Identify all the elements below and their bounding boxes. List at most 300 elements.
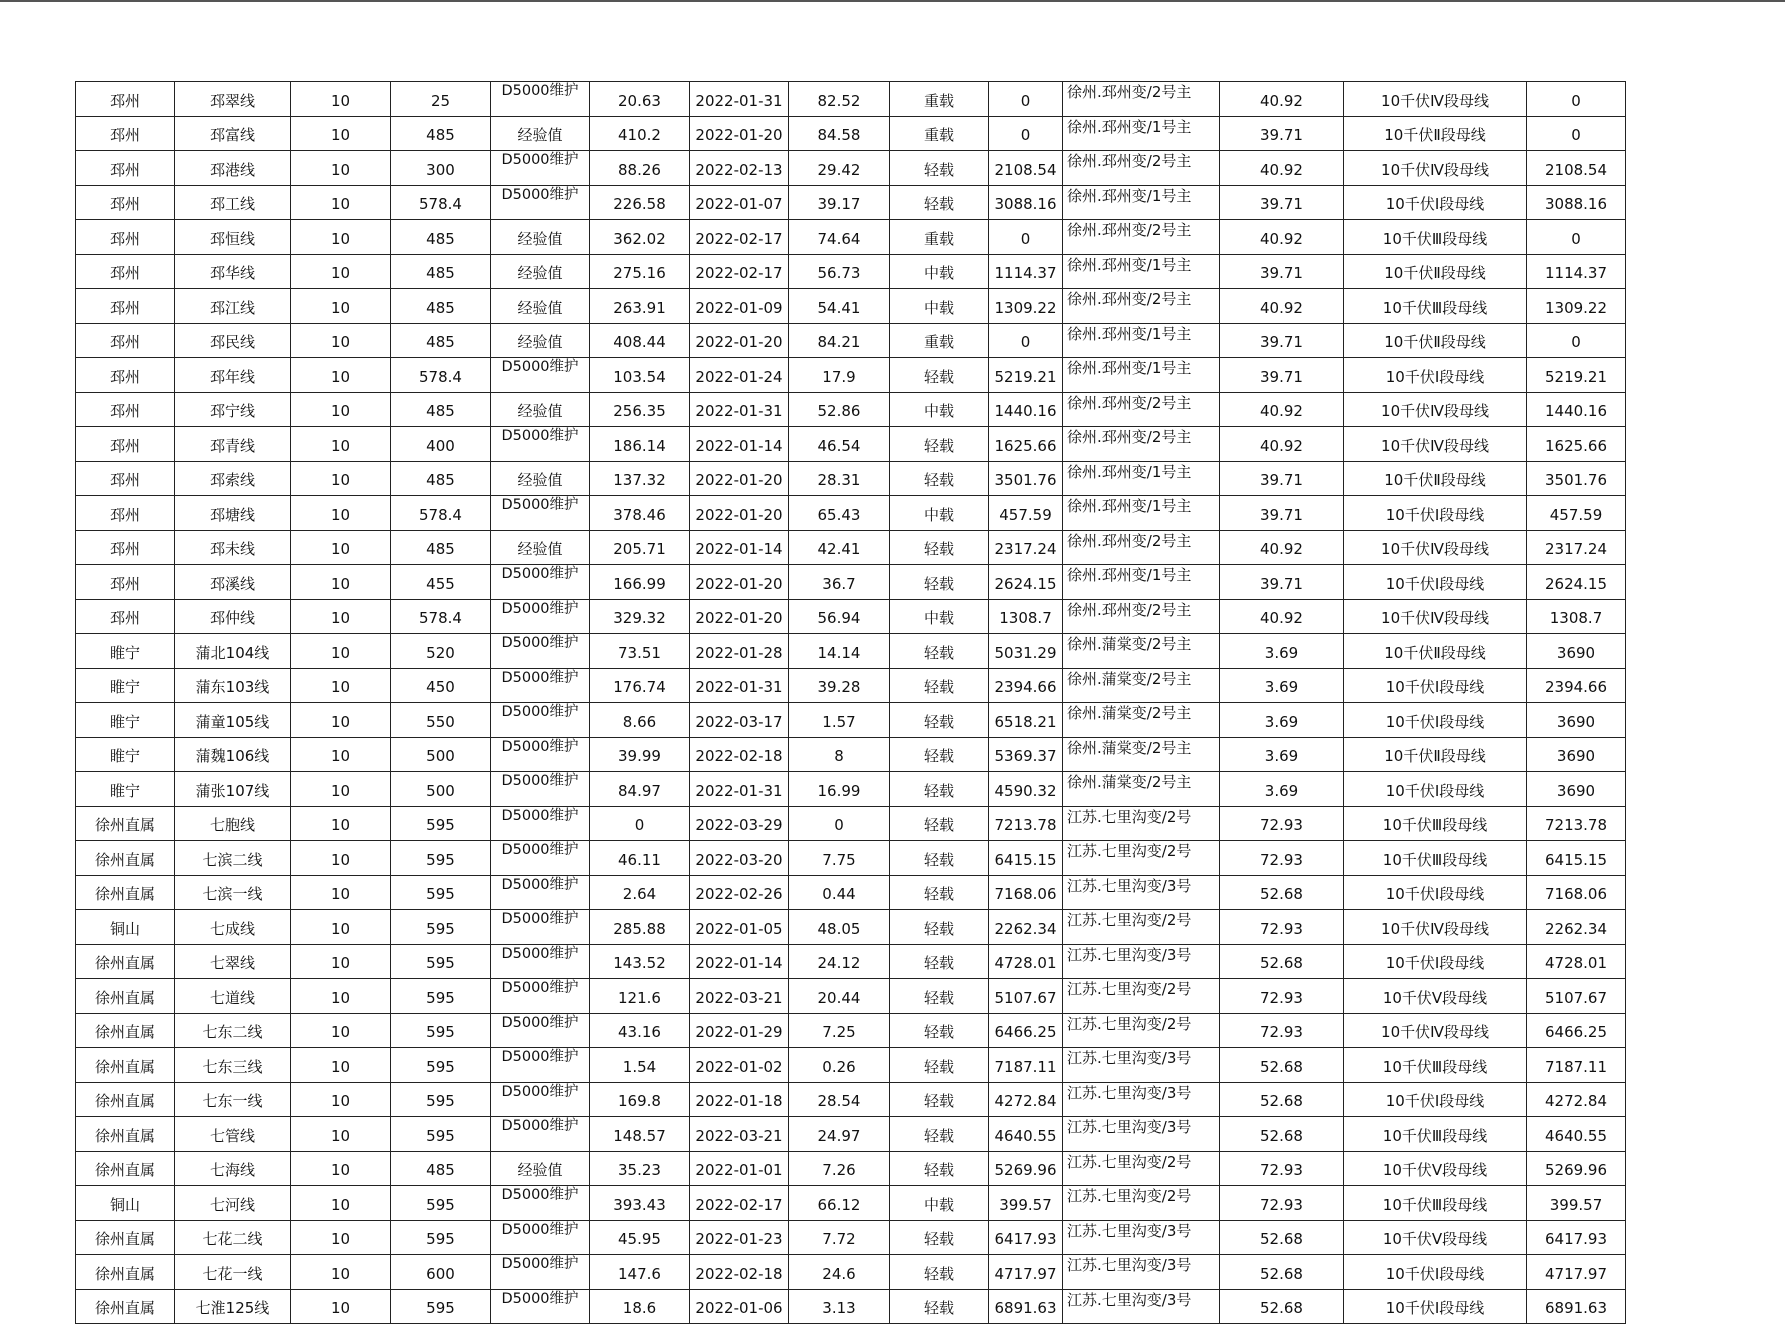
cell-transformer: 徐州.邳州变/2号主: [1063, 599, 1220, 634]
table-row: [76, 1013, 1626, 1048]
cell-load-status: 中载: [890, 254, 989, 289]
cell-voltage: 10: [291, 772, 391, 807]
cell-available-capacity: 2317.24: [989, 530, 1063, 565]
cell-capacity-source: D5000维护: [491, 599, 590, 634]
cell-rated-capacity: 485: [391, 530, 491, 565]
cell-load-rate: 82.52: [789, 82, 890, 117]
cell-remaining-capacity: 7168.06: [1527, 875, 1626, 910]
cell-load-status: 轻载: [890, 668, 989, 703]
cell-date: 2022-02-13: [690, 151, 789, 186]
cell-load-rate: 14.14: [789, 634, 890, 669]
cell-voltage: 10: [291, 1255, 391, 1290]
cell-date: 2022-01-31: [690, 668, 789, 703]
cell-rated-capacity: 485: [391, 254, 491, 289]
cell-bus-section: 10千伏Ⅴ段母线: [1344, 1151, 1527, 1186]
cell-transformer: 徐州.邳州变/1号主: [1063, 461, 1220, 496]
cell-transformer-rate: 40.92: [1220, 151, 1344, 186]
table-body: [76, 82, 1626, 1324]
cell-bus-section: 10千伏Ⅳ段母线: [1344, 1013, 1527, 1048]
cell-capacity-source: D5000维护: [491, 427, 590, 462]
cell-load: 18.6: [590, 1289, 690, 1324]
cell-load: 88.26: [590, 151, 690, 186]
cell-date: 2022-01-14: [690, 944, 789, 979]
cell-load-rate: 7.72: [789, 1220, 890, 1255]
cell-transformer: 江苏.七里沟变/3号: [1063, 1289, 1220, 1324]
cell-load-rate: 52.86: [789, 392, 890, 427]
cell-line-name: 邳恒线: [175, 220, 291, 255]
cell-date: 2022-02-26: [690, 875, 789, 910]
cell-remaining-capacity: 6891.63: [1527, 1289, 1626, 1324]
cell-load-status: 中载: [890, 289, 989, 324]
cell-region: 邳州: [76, 392, 175, 427]
cell-voltage: 10: [291, 1013, 391, 1048]
cell-region: 睢宁: [76, 703, 175, 738]
cell-load-rate: 56.94: [789, 599, 890, 634]
cell-bus-section: 10千伏Ⅰ段母线: [1344, 565, 1527, 600]
cell-bus-section: 10千伏Ⅰ段母线: [1344, 668, 1527, 703]
cell-transformer: 徐州.邳州变/1号主: [1063, 116, 1220, 151]
cell-remaining-capacity: 6417.93: [1527, 1220, 1626, 1255]
cell-transformer: 江苏.七里沟变/2号: [1063, 979, 1220, 1014]
cell-transformer-rate: 3.69: [1220, 703, 1344, 738]
cell-load: 8.66: [590, 703, 690, 738]
cell-bus-section: 10千伏Ⅱ段母线: [1344, 461, 1527, 496]
cell-bus-section: 10千伏Ⅲ段母线: [1344, 1048, 1527, 1083]
cell-available-capacity: 457.59: [989, 496, 1063, 531]
table-row: [76, 875, 1626, 910]
cell-region: 邳州: [76, 185, 175, 220]
cell-bus-section: 10千伏Ⅰ段母线: [1344, 944, 1527, 979]
cell-line-name: 七淮125线: [175, 1289, 291, 1324]
cell-load-rate: 24.12: [789, 944, 890, 979]
cell-transformer: 徐州.邳州变/1号主: [1063, 565, 1220, 600]
table-row: [76, 427, 1626, 462]
cell-region: 睢宁: [76, 668, 175, 703]
cell-load: 378.46: [590, 496, 690, 531]
cell-load: 275.16: [590, 254, 690, 289]
cell-region: 邳州: [76, 530, 175, 565]
cell-region: 睢宁: [76, 772, 175, 807]
cell-line-name: 七东一线: [175, 1082, 291, 1117]
table-row: [76, 737, 1626, 772]
cell-transformer-rate: 3.69: [1220, 737, 1344, 772]
cell-date: 2022-01-14: [690, 530, 789, 565]
cell-load: 408.44: [590, 323, 690, 358]
cell-capacity-source: D5000维护: [491, 703, 590, 738]
cell-load: 176.74: [590, 668, 690, 703]
cell-bus-section: 10千伏Ⅳ段母线: [1344, 427, 1527, 462]
cell-load-rate: 29.42: [789, 151, 890, 186]
cell-remaining-capacity: 4728.01: [1527, 944, 1626, 979]
cell-rated-capacity: 578.4: [391, 185, 491, 220]
cell-remaining-capacity: 399.57: [1527, 1186, 1626, 1221]
cell-capacity-source: D5000维护: [491, 944, 590, 979]
cell-line-name: 邳民线: [175, 323, 291, 358]
cell-region: 睢宁: [76, 737, 175, 772]
cell-transformer-rate: 3.69: [1220, 668, 1344, 703]
table-row: [76, 220, 1626, 255]
cell-date: 2022-01-31: [690, 772, 789, 807]
cell-line-name: 邳港线: [175, 151, 291, 186]
cell-available-capacity: 2624.15: [989, 565, 1063, 600]
cell-load-rate: 84.58: [789, 116, 890, 151]
table-row: [76, 565, 1626, 600]
cell-load: 263.91: [590, 289, 690, 324]
cell-remaining-capacity: 4272.84: [1527, 1082, 1626, 1117]
cell-transformer-rate: 39.71: [1220, 496, 1344, 531]
cell-line-name: 七成线: [175, 910, 291, 945]
cell-load-status: 重载: [890, 220, 989, 255]
cell-load-rate: 17.9: [789, 358, 890, 393]
cell-date: 2022-01-01: [690, 1151, 789, 1186]
table-row: [76, 254, 1626, 289]
cell-remaining-capacity: 7213.78: [1527, 806, 1626, 841]
cell-available-capacity: 5219.21: [989, 358, 1063, 393]
cell-available-capacity: 0: [989, 82, 1063, 117]
cell-remaining-capacity: 3690: [1527, 703, 1626, 738]
cell-load: 256.35: [590, 392, 690, 427]
cell-transformer: 江苏.七里沟变/3号: [1063, 944, 1220, 979]
cell-bus-section: 10千伏Ⅱ段母线: [1344, 737, 1527, 772]
cell-bus-section: 10千伏Ⅳ段母线: [1344, 82, 1527, 117]
cell-rated-capacity: 400: [391, 427, 491, 462]
cell-date: 2022-01-28: [690, 634, 789, 669]
cell-load-status: 轻载: [890, 772, 989, 807]
cell-transformer-rate: 72.93: [1220, 979, 1344, 1014]
cell-date: 2022-01-14: [690, 427, 789, 462]
cell-region: 邳州: [76, 323, 175, 358]
cell-load-status: 轻载: [890, 944, 989, 979]
cell-load: 45.95: [590, 1220, 690, 1255]
cell-available-capacity: 2262.34: [989, 910, 1063, 945]
cell-region: 徐州直属: [76, 1220, 175, 1255]
cell-rated-capacity: 500: [391, 772, 491, 807]
cell-region: 邳州: [76, 599, 175, 634]
cell-voltage: 10: [291, 1048, 391, 1083]
cell-transformer: 徐州.邳州变/1号主: [1063, 323, 1220, 358]
table-row: [76, 461, 1626, 496]
cell-region: 邳州: [76, 565, 175, 600]
table-row: [76, 323, 1626, 358]
cell-line-name: 七东二线: [175, 1013, 291, 1048]
cell-date: 2022-01-05: [690, 910, 789, 945]
cell-voltage: 10: [291, 599, 391, 634]
cell-date: 2022-01-09: [690, 289, 789, 324]
cell-transformer: 徐州.邳州变/2号主: [1063, 392, 1220, 427]
cell-transformer-rate: 52.68: [1220, 875, 1344, 910]
cell-load: 143.52: [590, 944, 690, 979]
cell-date: 2022-01-20: [690, 461, 789, 496]
cell-transformer-rate: 40.92: [1220, 289, 1344, 324]
table-row: [76, 599, 1626, 634]
cell-load-rate: 74.64: [789, 220, 890, 255]
cell-rated-capacity: 595: [391, 1220, 491, 1255]
cell-capacity-source: 经验值: [491, 1151, 590, 1186]
cell-load: 35.23: [590, 1151, 690, 1186]
cell-transformer: 徐州.蒲棠变/2号主: [1063, 703, 1220, 738]
cell-bus-section: 10千伏Ⅳ段母线: [1344, 392, 1527, 427]
table-row: [76, 1048, 1626, 1083]
cell-load: 186.14: [590, 427, 690, 462]
cell-region: 徐州直属: [76, 979, 175, 1014]
cell-region: 徐州直属: [76, 1082, 175, 1117]
cell-capacity-source: D5000维护: [491, 151, 590, 186]
cell-transformer: 徐州.邳州变/2号主: [1063, 220, 1220, 255]
cell-line-name: 邳工线: [175, 185, 291, 220]
cell-capacity-source: D5000维护: [491, 1289, 590, 1324]
cell-load: 205.71: [590, 530, 690, 565]
cell-transformer-rate: 52.68: [1220, 1289, 1344, 1324]
cell-rated-capacity: 595: [391, 841, 491, 876]
cell-load-status: 轻载: [890, 1082, 989, 1117]
cell-transformer-rate: 72.93: [1220, 1013, 1344, 1048]
cell-bus-section: 10千伏Ⅲ段母线: [1344, 806, 1527, 841]
cell-line-name: 邳未线: [175, 530, 291, 565]
cell-capacity-source: D5000维护: [491, 979, 590, 1014]
cell-voltage: 10: [291, 668, 391, 703]
cell-voltage: 10: [291, 979, 391, 1014]
cell-capacity-source: D5000维护: [491, 1048, 590, 1083]
cell-line-name: 邳宁线: [175, 392, 291, 427]
cell-transformer-rate: 40.92: [1220, 82, 1344, 117]
cell-load-rate: 48.05: [789, 910, 890, 945]
cell-load-status: 轻载: [890, 461, 989, 496]
table-row: [76, 1220, 1626, 1255]
cell-date: 2022-02-17: [690, 220, 789, 255]
cell-date: 2022-02-17: [690, 254, 789, 289]
cell-capacity-source: D5000维护: [491, 1117, 590, 1152]
cell-load-status: 轻载: [890, 1255, 989, 1290]
cell-date: 2022-03-20: [690, 841, 789, 876]
cell-transformer: 徐州.邳州变/1号主: [1063, 185, 1220, 220]
cell-rated-capacity: 595: [391, 806, 491, 841]
cell-region: 徐州直属: [76, 1151, 175, 1186]
cell-region: 邳州: [76, 116, 175, 151]
cell-load-status: 轻载: [890, 565, 989, 600]
cell-transformer-rate: 72.93: [1220, 841, 1344, 876]
cell-available-capacity: 3501.76: [989, 461, 1063, 496]
cell-capacity-source: 经验值: [491, 530, 590, 565]
cell-date: 2022-01-24: [690, 358, 789, 393]
cell-load-rate: 24.97: [789, 1117, 890, 1152]
cell-transformer-rate: 52.68: [1220, 1048, 1344, 1083]
cell-load-status: 轻载: [890, 427, 989, 462]
cell-transformer-rate: 72.93: [1220, 806, 1344, 841]
cell-capacity-source: 经验值: [491, 116, 590, 151]
cell-transformer: 江苏.七里沟变/3号: [1063, 1255, 1220, 1290]
cell-transformer: 徐州.蒲棠变/2号主: [1063, 634, 1220, 669]
cell-transformer-rate: 39.71: [1220, 565, 1344, 600]
cell-transformer-rate: 52.68: [1220, 1117, 1344, 1152]
cell-line-name: 邳青线: [175, 427, 291, 462]
cell-available-capacity: 1625.66: [989, 427, 1063, 462]
cell-line-name: 邳年线: [175, 358, 291, 393]
cell-rated-capacity: 578.4: [391, 599, 491, 634]
cell-load-status: 轻载: [890, 1048, 989, 1083]
cell-date: 2022-02-18: [690, 737, 789, 772]
cell-remaining-capacity: 4717.97: [1527, 1255, 1626, 1290]
cell-line-name: 七海线: [175, 1151, 291, 1186]
cell-load-status: 重载: [890, 82, 989, 117]
cell-rated-capacity: 500: [391, 737, 491, 772]
table-row: [76, 1082, 1626, 1117]
cell-load-rate: 54.41: [789, 289, 890, 324]
cell-available-capacity: 6415.15: [989, 841, 1063, 876]
cell-load-status: 轻载: [890, 1289, 989, 1324]
cell-load-status: 轻载: [890, 1013, 989, 1048]
cell-capacity-source: D5000维护: [491, 737, 590, 772]
cell-transformer: 江苏.七里沟变/3号: [1063, 1048, 1220, 1083]
cell-region: 铜山: [76, 1186, 175, 1221]
cell-transformer-rate: 40.92: [1220, 530, 1344, 565]
cell-load-rate: 3.13: [789, 1289, 890, 1324]
cell-remaining-capacity: 0: [1527, 82, 1626, 117]
cell-available-capacity: 4272.84: [989, 1082, 1063, 1117]
cell-capacity-source: D5000维护: [491, 496, 590, 531]
cell-load-rate: 7.26: [789, 1151, 890, 1186]
cell-bus-section: 10千伏Ⅰ段母线: [1344, 1255, 1527, 1290]
cell-transformer-rate: 39.71: [1220, 323, 1344, 358]
cell-transformer-rate: 52.68: [1220, 944, 1344, 979]
cell-transformer-rate: 52.68: [1220, 1255, 1344, 1290]
cell-region: 邳州: [76, 289, 175, 324]
cell-transformer-rate: 3.69: [1220, 772, 1344, 807]
cell-capacity-source: 经验值: [491, 461, 590, 496]
cell-transformer: 江苏.七里沟变/3号: [1063, 1117, 1220, 1152]
cell-bus-section: 10千伏Ⅰ段母线: [1344, 185, 1527, 220]
cell-load-rate: 46.54: [789, 427, 890, 462]
table-row: [76, 944, 1626, 979]
cell-region: 徐州直属: [76, 841, 175, 876]
cell-remaining-capacity: 5219.21: [1527, 358, 1626, 393]
cell-voltage: 10: [291, 151, 391, 186]
cell-rated-capacity: 450: [391, 668, 491, 703]
cell-remaining-capacity: 1440.16: [1527, 392, 1626, 427]
cell-transformer: 徐州.邳州变/2号主: [1063, 82, 1220, 117]
cell-bus-section: 10千伏Ⅰ段母线: [1344, 1082, 1527, 1117]
cell-load-status: 轻载: [890, 875, 989, 910]
cell-voltage: 10: [291, 737, 391, 772]
cell-available-capacity: 7187.11: [989, 1048, 1063, 1083]
cell-line-name: 蒲北104线: [175, 634, 291, 669]
cell-region: 邳州: [76, 496, 175, 531]
cell-remaining-capacity: 1309.22: [1527, 289, 1626, 324]
table-row: [76, 703, 1626, 738]
cell-remaining-capacity: 6415.15: [1527, 841, 1626, 876]
cell-line-name: 七滨二线: [175, 841, 291, 876]
cell-available-capacity: 5269.96: [989, 1151, 1063, 1186]
cell-voltage: 10: [291, 427, 391, 462]
cell-line-name: 邳仲线: [175, 599, 291, 634]
cell-transformer: 江苏.七里沟变/2号: [1063, 910, 1220, 945]
cell-rated-capacity: 595: [391, 1082, 491, 1117]
table-row: [76, 1255, 1626, 1290]
cell-capacity-source: D5000维护: [491, 1255, 590, 1290]
cell-transformer-rate: 39.71: [1220, 358, 1344, 393]
cell-bus-section: 10千伏Ⅱ段母线: [1344, 254, 1527, 289]
cell-load: 393.43: [590, 1186, 690, 1221]
cell-bus-section: 10千伏Ⅳ段母线: [1344, 599, 1527, 634]
cell-transformer: 徐州.邳州变/2号主: [1063, 427, 1220, 462]
cell-date: 2022-01-20: [690, 323, 789, 358]
cell-load-status: 重载: [890, 116, 989, 151]
cell-voltage: 10: [291, 1220, 391, 1255]
cell-remaining-capacity: 3690: [1527, 772, 1626, 807]
cell-transformer: 江苏.七里沟变/2号: [1063, 806, 1220, 841]
cell-load-rate: 65.43: [789, 496, 890, 531]
cell-rated-capacity: 485: [391, 461, 491, 496]
cell-bus-section: 10千伏Ⅲ段母线: [1344, 841, 1527, 876]
cell-rated-capacity: 25: [391, 82, 491, 117]
cell-load-rate: 7.25: [789, 1013, 890, 1048]
cell-load: 148.57: [590, 1117, 690, 1152]
cell-region: 徐州直属: [76, 944, 175, 979]
cell-load: 410.2: [590, 116, 690, 151]
cell-load-rate: 20.44: [789, 979, 890, 1014]
cell-capacity-source: D5000维护: [491, 910, 590, 945]
cell-bus-section: 10千伏Ⅰ段母线: [1344, 772, 1527, 807]
cell-bus-section: 10千伏Ⅰ段母线: [1344, 703, 1527, 738]
cell-line-name: 邳华线: [175, 254, 291, 289]
cell-voltage: 10: [291, 461, 391, 496]
cell-available-capacity: 7213.78: [989, 806, 1063, 841]
cell-available-capacity: 1440.16: [989, 392, 1063, 427]
cell-transformer: 江苏.七里沟变/3号: [1063, 875, 1220, 910]
table-row: [76, 82, 1626, 117]
cell-load-status: 轻载: [890, 910, 989, 945]
cell-load-rate: 42.41: [789, 530, 890, 565]
cell-load-rate: 7.75: [789, 841, 890, 876]
cell-available-capacity: 2108.54: [989, 151, 1063, 186]
cell-load: 169.8: [590, 1082, 690, 1117]
cell-transformer-rate: 40.92: [1220, 220, 1344, 255]
cell-line-name: 七东三线: [175, 1048, 291, 1083]
cell-line-name: 七花二线: [175, 1220, 291, 1255]
table-row: [76, 841, 1626, 876]
cell-bus-section: 10千伏Ⅴ段母线: [1344, 979, 1527, 1014]
cell-load-rate: 0: [789, 806, 890, 841]
cell-bus-section: 10千伏Ⅳ段母线: [1344, 151, 1527, 186]
table-row: [76, 116, 1626, 151]
cell-rated-capacity: 595: [391, 1186, 491, 1221]
cell-line-name: 七道线: [175, 979, 291, 1014]
cell-remaining-capacity: 6466.25: [1527, 1013, 1626, 1048]
cell-voltage: 10: [291, 496, 391, 531]
cell-available-capacity: 4717.97: [989, 1255, 1063, 1290]
cell-voltage: 10: [291, 358, 391, 393]
cell-available-capacity: 1114.37: [989, 254, 1063, 289]
page-top-rule: [0, 0, 1785, 2]
cell-bus-section: 10千伏Ⅰ段母线: [1344, 358, 1527, 393]
cell-load-rate: 28.31: [789, 461, 890, 496]
cell-rated-capacity: 485: [391, 392, 491, 427]
cell-region: 邳州: [76, 82, 175, 117]
cell-load: 147.6: [590, 1255, 690, 1290]
cell-date: 2022-03-17: [690, 703, 789, 738]
cell-rated-capacity: 300: [391, 151, 491, 186]
cell-remaining-capacity: 5269.96: [1527, 1151, 1626, 1186]
cell-available-capacity: 6891.63: [989, 1289, 1063, 1324]
cell-line-name: 七河线: [175, 1186, 291, 1221]
cell-date: 2022-01-20: [690, 599, 789, 634]
cell-transformer-rate: 39.71: [1220, 116, 1344, 151]
cell-available-capacity: 4640.55: [989, 1117, 1063, 1152]
cell-available-capacity: 5031.29: [989, 634, 1063, 669]
cell-transformer-rate: 52.68: [1220, 1220, 1344, 1255]
cell-capacity-source: D5000维护: [491, 841, 590, 876]
cell-rated-capacity: 485: [391, 323, 491, 358]
cell-capacity-source: D5000维护: [491, 82, 590, 117]
